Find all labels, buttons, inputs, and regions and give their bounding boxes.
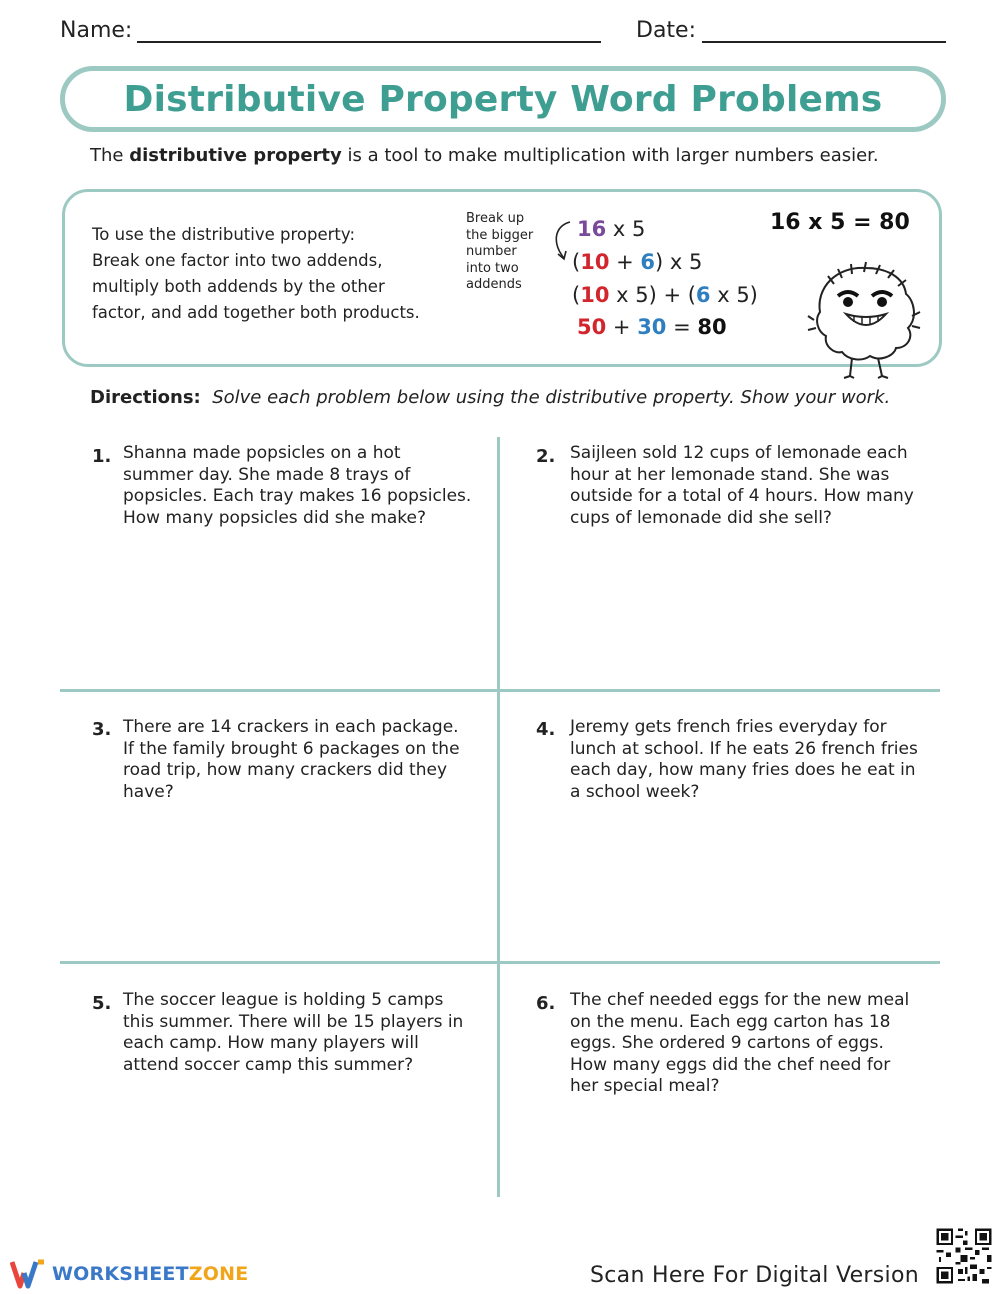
name-field[interactable] (137, 41, 601, 43)
note-line: addends (466, 277, 522, 292)
intro-prefix: The (90, 145, 130, 166)
problem-text: Saijleen sold 12 cups of lemonade each hour at her lemonade stand. She was outside for a total of 4 hours. How many cups of lemonade did she sell? (570, 443, 914, 528)
problem-number: 6. (536, 993, 556, 1014)
eq-text: ) x 5 (655, 250, 703, 274)
directions-label: Directions: (90, 387, 201, 408)
howto-line: factor, and add together both products. (92, 303, 420, 322)
eq-value: 16 (577, 217, 607, 241)
example-line-2 (572, 250, 702, 274)
problem-number: 4. (536, 719, 556, 740)
grid-vertical-divider (497, 437, 500, 1197)
howto-line: Break one factor into two addends, (92, 251, 383, 270)
example-line-4 (577, 315, 727, 339)
note-line: the bigger (466, 227, 534, 243)
eq-value: 50 (577, 315, 607, 339)
intro-bold: distributive property (129, 145, 342, 166)
eq-text: ( (572, 283, 581, 307)
eq-text: ( (572, 250, 581, 274)
problem-text: There are 14 crackers in each package. If the family brought 6 packages on the road trip, how many crackers did they have? (123, 717, 460, 802)
problem-text: Shanna made popsicles on a hot summer day. She made 8 trays of popsicles. Each tray makes 16 popsicles. How many popsicles did she make? (123, 443, 472, 528)
eq-value: 10 (580, 283, 610, 307)
title-banner (60, 66, 946, 132)
eq-text: + (609, 250, 641, 274)
howto-text (92, 222, 452, 326)
date-field[interactable] (702, 41, 946, 43)
eq-text: x 5 (606, 217, 646, 241)
note-line: Break up (466, 211, 525, 226)
brand-name (52, 1263, 248, 1285)
grid-horizontal-divider (60, 689, 940, 692)
eq-value: 30 (637, 315, 667, 339)
eq-text: x 5) (710, 283, 758, 307)
brand-part-2: ZONE (188, 1263, 249, 1285)
name-label: Name: (60, 18, 133, 43)
directions (90, 387, 890, 408)
brand-part-1: WORKSHEET (52, 1263, 189, 1285)
example-result: 16 x 5 = 80 (770, 210, 910, 235)
problem-text: The chef needed eggs for the new meal on the menu. Each egg carton has 18 eggs. She ordered 9 cartons of eggs. How many eggs did the chef need for her special meal? (570, 990, 910, 1096)
date-label: Date: (636, 18, 696, 43)
intro-text (90, 145, 879, 166)
eq-text: + (606, 315, 638, 339)
eq-text: = (666, 315, 698, 339)
howto-line: To use the distributive property: (92, 225, 356, 244)
directions-text: Solve each problem below using the distributive property. Show your work. (212, 387, 891, 408)
problem-text: The soccer league is holding 5 camps this summer. There will be 15 players in each camp. How many players will attend soccer camp this summer? (123, 990, 464, 1075)
break-up-note (466, 211, 546, 294)
eq-value: 10 (580, 250, 610, 274)
worksheetzone-logo-icon (10, 1259, 48, 1289)
problem-number: 5. (92, 993, 112, 1014)
eq-text: x 5) + ( (609, 283, 696, 307)
grid-horizontal-divider (60, 961, 940, 964)
intro-suffix: is a tool to make multiplication with larger numbers easier. (341, 145, 879, 166)
monster-mascot-icon (806, 250, 926, 385)
problem-number: 3. (92, 719, 112, 740)
note-line: number (466, 244, 517, 259)
problem-text: Jeremy gets french fries everyday for lunch at school. If he eats 26 french fries each day, how many fries does he eat in a school week? (570, 717, 918, 802)
page-title: Distributive Property Word Problems (123, 78, 883, 120)
qr-code-icon[interactable] (934, 1226, 994, 1286)
scan-text: Scan Here For Digital Version (590, 1263, 919, 1288)
eq-value: 80 (697, 315, 727, 339)
example-line-1 (577, 217, 645, 241)
note-line: into two (466, 260, 519, 276)
eq-value: 6 (640, 250, 656, 274)
example-line-3 (572, 283, 758, 307)
problem-number: 1. (92, 446, 112, 467)
eq-value: 6 (695, 283, 711, 307)
howto-line: multiply both addends by the other (92, 277, 385, 296)
problem-number: 2. (536, 446, 556, 467)
